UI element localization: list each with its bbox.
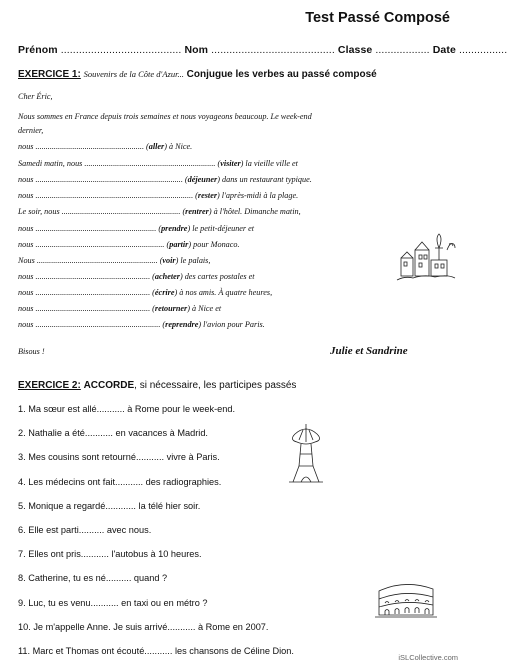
letter-line-text: nous ........................................................ ( (18, 304, 155, 313)
letter-line-text: Samedi matin, nous ................................................................ ( (18, 159, 221, 168)
letter-line (18, 224, 254, 233)
exercise2-item: 1. Ma sœur est allé........... à Rome pour le week-end. (18, 404, 236, 414)
exercise2-keyword: ACCORDE (83, 380, 135, 391)
letter-line (18, 191, 298, 200)
verb-prompt: rentrer (185, 207, 209, 216)
verb-prompt: rester (197, 191, 218, 200)
letter-line-continuation: ) à Nice. (164, 142, 193, 151)
letter-line-continuation: ) pour Monaco. (188, 240, 240, 249)
exercise2-instruction: , si nécessaire, les participes passés (134, 380, 297, 391)
exercise2-item: 8. Catherine, tu es né.......... quand ? (18, 573, 168, 583)
letter-line-text: nous ........................................................... ( (18, 224, 162, 233)
classe-blank: .................. (375, 44, 430, 56)
date-blank: ................ (458, 44, 507, 56)
letter-line-continuation: ) l'après-midi à la plage. (217, 191, 299, 200)
prenom-blank: ........................................ (60, 44, 182, 56)
colosseum-illustration (375, 575, 437, 621)
exercise2-item: 3. Mes cousins sont retourné........... vivre à Paris. (18, 452, 220, 462)
verb-prompt: acheter (154, 272, 180, 281)
exercise2-item: 7. Elles ont pris........... l'autobus à 10 heures. (18, 549, 202, 559)
letter-line-text: Nous ........................................................... ( (18, 256, 163, 265)
exercise2-item: 4. Les médecins ont fait........... des radiographies. (18, 477, 222, 487)
verb-prompt: déjeuner (187, 175, 218, 184)
letter-line-text: Le soir, nous .......................................................... ( (18, 207, 186, 216)
letter-line-continuation: ) l'avion pour Paris. (198, 320, 265, 329)
verb-prompt: reprendre (165, 320, 199, 329)
verb-prompt: écrire (154, 288, 175, 297)
letter-line (18, 272, 255, 281)
letter-line (18, 175, 312, 184)
letter-line-text: dernier, (18, 126, 44, 135)
letter-line-text: Nous sommes en France depuis trois semaines et nous voyageons beaucoup. Le week-end (18, 112, 312, 121)
letter-line (18, 288, 272, 297)
letter-line (18, 320, 265, 329)
letter-line-continuation: ) des cartes postales et (179, 272, 255, 281)
exercise1-instruction: Conjugue les verbes au passé composé (186, 69, 377, 80)
letter-line-text: nous ........................................................ ( (18, 288, 155, 297)
letter-line-text: nous ..................................................... ( (18, 142, 149, 151)
letter-signature: Julie et Sandrine (330, 345, 408, 357)
letter-line-text: nous ............................................................... ( (18, 240, 170, 249)
verb-prompt: prendre (161, 224, 188, 233)
letter-line-continuation: ) dans un restaurant typique. (217, 175, 312, 184)
letter-line-text: Cher Éric, (18, 92, 53, 101)
exercise1-label: EXERCICE 1: (18, 69, 81, 80)
exercise2-item: 9. Luc, tu es venu........... en taxi ou en métro ? (18, 598, 208, 608)
nom-blank: ......................................... (211, 44, 335, 56)
date-label: Date (432, 44, 456, 56)
verb-prompt: visiter (220, 159, 241, 168)
letter-line-continuation: ) à Nice et (187, 304, 222, 313)
student-info-row (18, 44, 507, 56)
letter-line-text: nous ........................................................................ ( (18, 175, 188, 184)
verb-prompt: partir (169, 240, 189, 249)
exercise2-item: 2. Nathalie a été........... en vacances à Madrid. (18, 428, 208, 438)
letter-line-continuation: ) à nos amis. À quatre heures, (174, 288, 273, 297)
classe-label: Classe (337, 44, 373, 56)
letter-line-continuation: ) le palais, (175, 256, 211, 265)
exercise2-item: 6. Elle est parti.......... avec nous. (18, 525, 152, 535)
letter-line (18, 126, 43, 135)
letter-line (18, 256, 210, 265)
letter-line-continuation: ) le petit-déjeuner et (187, 224, 255, 233)
verb-prompt: voir (162, 256, 176, 265)
letter-line (18, 304, 221, 313)
verb-prompt: retourner (154, 304, 188, 313)
letter-line (18, 240, 240, 249)
letter-line-text: nous ............................................................................. ( (18, 191, 198, 200)
letter-line-text: nous ........................................................ ( (18, 272, 155, 281)
letter-line (18, 207, 301, 216)
letter-closing: Bisous ! (18, 347, 45, 356)
page-title: Test Passé Composé (305, 10, 450, 26)
exercise2-item: 5. Monique a regardé............ la télé hier soir. (18, 501, 201, 511)
letter-line-continuation: ) à l'hôtel. Dimanche matin, (208, 207, 301, 216)
exercise2-item: 10. Je m'appelle Anne. Je suis arrivé........... à Rome en 2007. (18, 622, 269, 632)
monaco-town-illustration (395, 230, 457, 288)
letter-line (18, 142, 192, 151)
letter-line (18, 112, 312, 121)
letter-line (18, 159, 298, 168)
footer-watermark: iSLCollective.com (398, 653, 458, 662)
prenom-label: Prénom (18, 44, 58, 56)
exercise2-label: EXERCICE 2: (18, 380, 81, 391)
exercise2-item: 11. Marc et Thomas ont écouté........... les chansons de Céline Dion. (18, 646, 294, 656)
letter-line-continuation: ) la vieille ville et (240, 159, 298, 168)
exercise2-heading (18, 380, 296, 391)
letter-line-text: nous ............................................................. ( (18, 320, 166, 329)
letter-line (18, 92, 53, 101)
nom-label: Nom (184, 44, 209, 56)
exercise1-subtitle: Souvenirs de la Côte d'Azur... (83, 69, 184, 79)
exercise1-heading (18, 69, 377, 80)
eiffel-tower-illustration (285, 420, 327, 486)
verb-prompt: aller (148, 142, 165, 151)
